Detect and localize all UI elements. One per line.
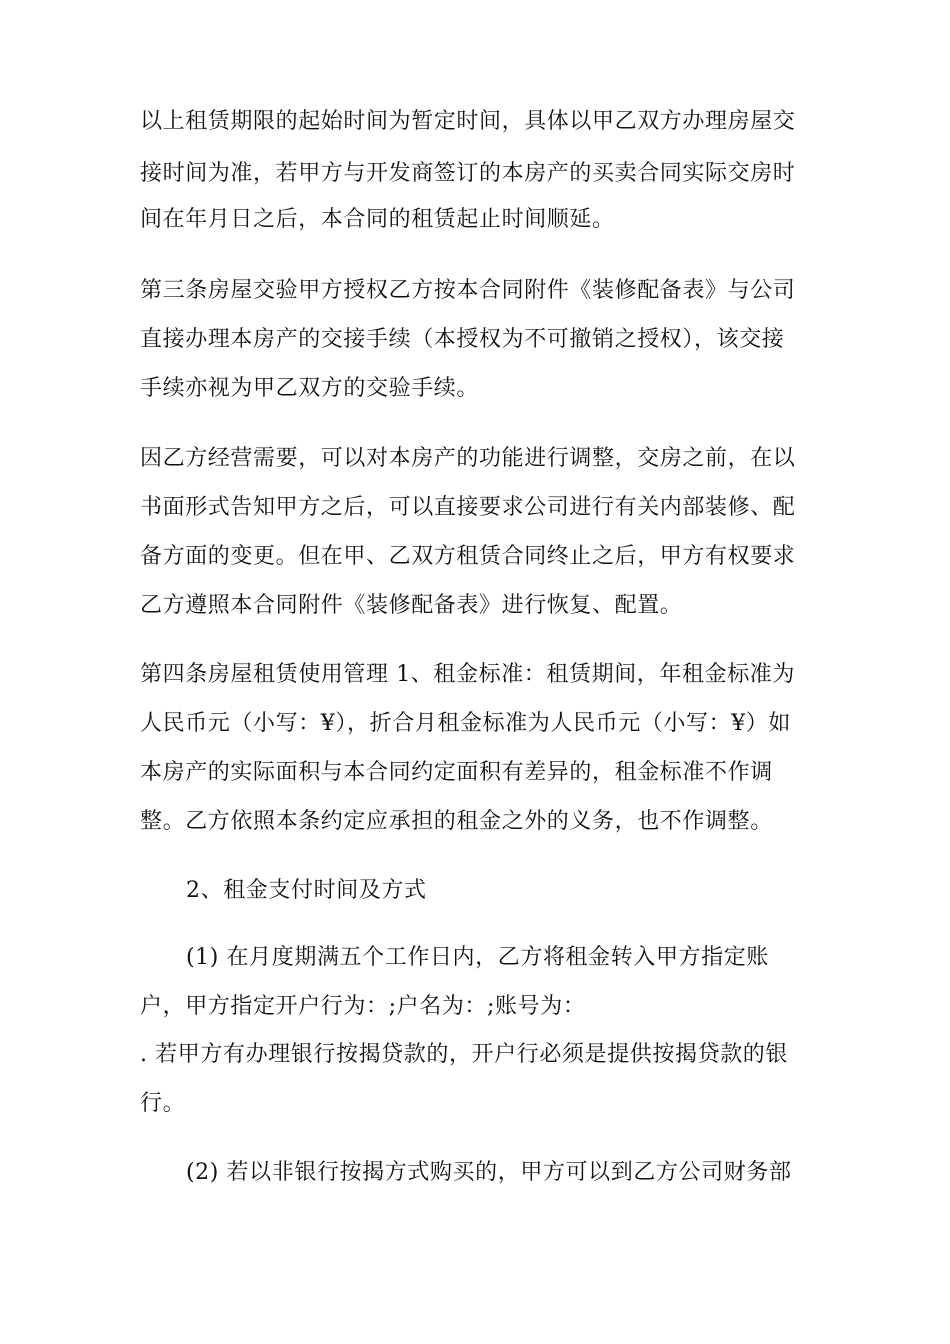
paragraph-3-line-2: 书面形式告知甲方之后，可以直接要求公司进行有关内部装修、配	[140, 495, 796, 520]
paragraph-3-line-4: 乙方遵照本合同附件《装修配备表》进行恢复、配置。	[140, 593, 683, 618]
paragraph-1-line-2: 接时间为准，若甲方与开发商签订的本房产的买卖合同实际交房时	[140, 161, 796, 186]
paragraph-3-line-3: 备方面的变更。但在甲、乙双方租赁合同终止之后，甲方有权要求	[140, 544, 796, 569]
paragraph-4-line-4: 整。乙方依照本条约定应承担的租金之外的义务，也不作调整。	[140, 809, 773, 834]
paragraph-6-line-3: . 若甲方有办理银行按揭贷款的，开户行必须是提供按揭贷款的银	[140, 1042, 788, 1067]
paragraph-4-line-3: 本房产的实际面积与本合同约定面积有差异的，租金标准不作调	[140, 760, 773, 785]
paragraph-7-line-1: (2) 若以非银行按揭方式购买的，甲方可以到乙方公司财务部	[186, 1160, 792, 1185]
paragraph-6-line-1: (1) 在月度期满五个工作日内，乙方将租金转入甲方指定账	[186, 945, 769, 970]
paragraph-6-line-4: 行。	[140, 1091, 186, 1116]
paragraph-4-line-1: 第四条房屋租赁使用管理 1、租金标准：租赁期间，年租金标准为	[140, 662, 795, 687]
paragraph-1-line-1: 以上租赁期限的起始时间为暂定时间，具体以甲乙双方办理房屋交	[140, 109, 796, 134]
paragraph-6-line-2: 户，甲方指定开户行为：;户名为：;账号为：	[140, 994, 586, 1019]
paragraph-2-line-2: 直接办理本房产的交接手续（本授权为不可撤销之授权），该交接	[140, 327, 785, 352]
paragraph-3-line-1: 因乙方经营需要，可以对本房产的功能进行调整，交房之前，在以	[140, 446, 796, 471]
paragraph-2-line-1: 第三条房屋交验甲方授权乙方按本合同附件《装修配备表》与公司	[140, 278, 796, 303]
paragraph-4-line-2: 人民币元（小写：¥），折合月租金标准为人民币元（小写：¥）如	[140, 711, 791, 736]
paragraph-5-line-1: 2、租金支付时间及方式	[186, 878, 427, 903]
paragraph-1-line-3: 间在年月日之后，本合同的租赁起止时间顺延。	[140, 207, 615, 232]
paragraph-2-line-3: 手续亦视为甲乙双方的交验手续。	[140, 376, 480, 401]
